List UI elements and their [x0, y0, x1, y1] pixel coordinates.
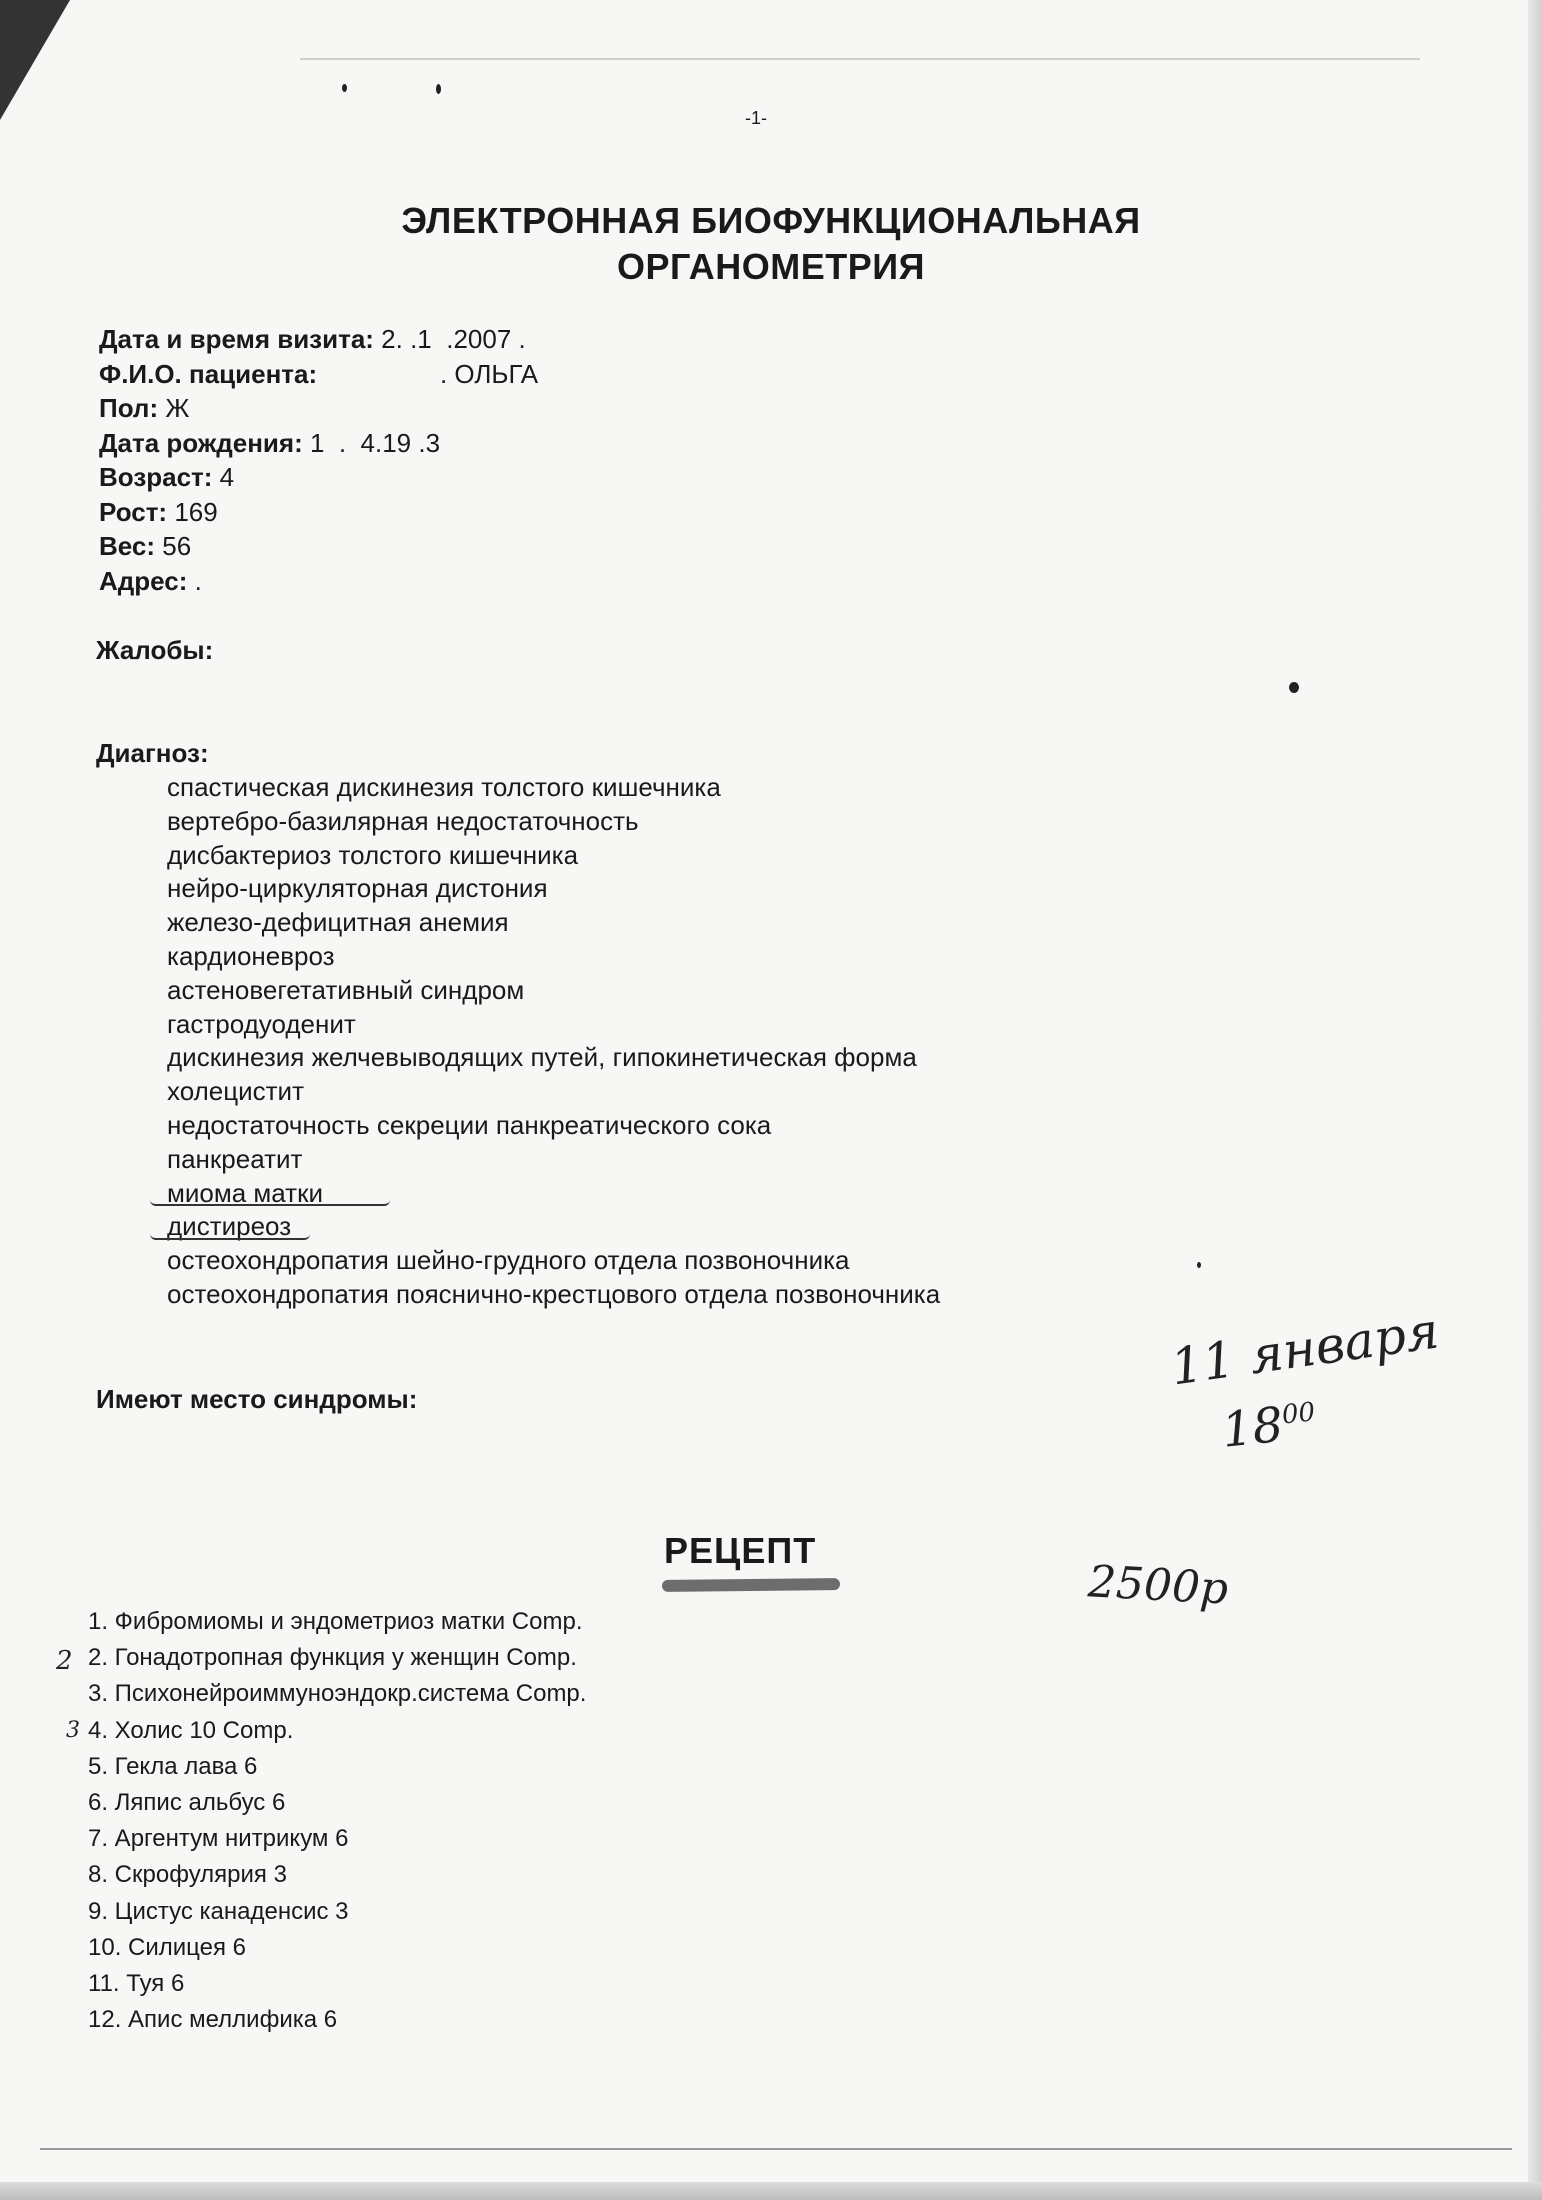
field-value: 169 [167, 496, 218, 527]
diagnosis-item: остеохондропатия пояснично-крестцового отдела позвоночника [167, 1278, 941, 1309]
diagnosis-label: Диагноз: [96, 738, 209, 768]
title-line-1: ЭЛЕКТРОННАЯ БИОФУНКЦИОНАЛЬНАЯ [401, 200, 1141, 241]
field-label: Дата рождения: [99, 427, 303, 458]
recipe-item: 4. Холис 10 Comp. [88, 1716, 294, 1744]
recipe-item: 3. Психонейроиммуноэндокр.система Comp. [88, 1680, 587, 1708]
recipe-list [88, 1604, 586, 2038]
field-height [99, 495, 538, 530]
field-patient-name [99, 357, 538, 392]
field-address [99, 564, 538, 599]
field-value: 4 [212, 462, 235, 492]
diagnosis-item: гастродуоденит [167, 1008, 356, 1039]
patient-fields [99, 322, 538, 598]
bottom-rule [40, 2148, 1512, 2150]
recipe-item: 10. Силицея 6 [88, 1933, 247, 1961]
page-number: -1- [745, 108, 767, 128]
field-weight [99, 529, 538, 564]
handwritten-mark-3: 3 [66, 1718, 80, 1743]
time-hours: 18 [1219, 1396, 1286, 1459]
recipe-item: 9. Цистус канаденсис 3 [88, 1897, 349, 1925]
scan-speck [342, 84, 347, 92]
diagnosis-item: миома матки [167, 1177, 323, 1208]
handwritten-date: 11 января [1167, 1301, 1443, 1397]
diagnosis-item: спастическая дискинезия толстого кишечника [167, 772, 721, 802]
document-title [0, 198, 1542, 290]
title-line-2: ОРГАНОМЕТРИЯ [617, 246, 925, 287]
diagnosis-item: панкреатит [167, 1143, 303, 1174]
scan-edge-right [1528, 0, 1542, 2200]
scan-noise-line [300, 58, 1420, 60]
field-label: Дата и время визита: [99, 324, 374, 354]
diagnosis-item: нейро-циркуляторная дистония [167, 873, 548, 904]
diagnosis-item: вертебро-базилярная недостаточность [167, 805, 639, 836]
field-value: . ОЛЬГА [317, 358, 539, 389]
complaints-label: Жалобы: [96, 635, 214, 665]
scan-speck [1197, 1262, 1201, 1268]
field-value: Ж [158, 393, 190, 423]
syndromes-label: Имеют место синдромы: [96, 1384, 418, 1414]
recipe-item: 2. Гонадотропная функция у женщин Comp. [88, 1644, 577, 1672]
diagnosis-item: дискинезия желчевыводящих путей, гипокинетическая форма [167, 1042, 917, 1073]
field-label: Рост: [99, 496, 168, 527]
recipe-item: 5. Гекла лава 6 [88, 1752, 258, 1780]
field-value: . [187, 565, 202, 596]
scan-speck [1289, 682, 1299, 693]
handwritten-price: 2500р [1086, 1556, 1230, 1615]
recipe-item: 8. Скрофулярия 3 [88, 1861, 287, 1889]
diagnosis-item: дистиреоз [167, 1211, 292, 1242]
recipe-item: 1. Фибромиомы и эндометриоз матки Comp. [88, 1608, 583, 1635]
recipe-item: 11. Туя 6 [88, 1970, 185, 1998]
diagnosis-item: недостаточность секреции панкреатического сока [167, 1109, 772, 1140]
field-label: Вес: [99, 531, 156, 561]
recipe-item: 7. Аргентум нитрикум 6 [88, 1825, 349, 1853]
recipe-marker-highlight [662, 1578, 840, 1592]
recipe-item: 6. Ляпис альбус 6 [88, 1789, 286, 1817]
field-value: 2. .1 .2007 . [373, 324, 526, 354]
field-label: Ф.И.О. пациента: [99, 358, 318, 389]
field-label: Адрес: [99, 565, 188, 596]
recipe-item: 12. Апис меллифика 6 [88, 2006, 338, 2034]
hand-underline [150, 1214, 310, 1240]
diagnosis-item: железо-дефицитная анемия [167, 907, 509, 938]
scan-edge-bottom [0, 2182, 1542, 2200]
diagnosis-item: астеновегетативный синдром [167, 974, 525, 1005]
scan-speck [436, 84, 441, 94]
field-label: Возраст: [99, 462, 213, 492]
field-birth-date [99, 426, 538, 461]
field-value: 1 . 4.19 .3 [302, 427, 441, 458]
diagnosis-item: остеохондропатия шейно-грудного отдела позвоночника [167, 1245, 850, 1276]
field-visit-datetime [99, 322, 538, 357]
hand-underline [150, 1180, 390, 1206]
handwritten-time [1219, 1393, 1319, 1459]
diagnosis-item: холецистит [167, 1076, 304, 1107]
field-sex [99, 391, 538, 426]
diagnosis-item: дисбактериоз толстого кишечника [167, 839, 579, 870]
recipe-title: РЕЦЕПТ [664, 1530, 817, 1571]
time-minutes: 00 [1280, 1397, 1317, 1431]
field-age [99, 460, 538, 495]
scan-corner-artifact [0, 0, 70, 120]
field-label: Пол: [99, 393, 159, 423]
diagnosis-item: кардионевроз [167, 940, 335, 971]
field-value: 56 [155, 531, 192, 561]
handwritten-mark-2: 2 [56, 1646, 73, 1676]
